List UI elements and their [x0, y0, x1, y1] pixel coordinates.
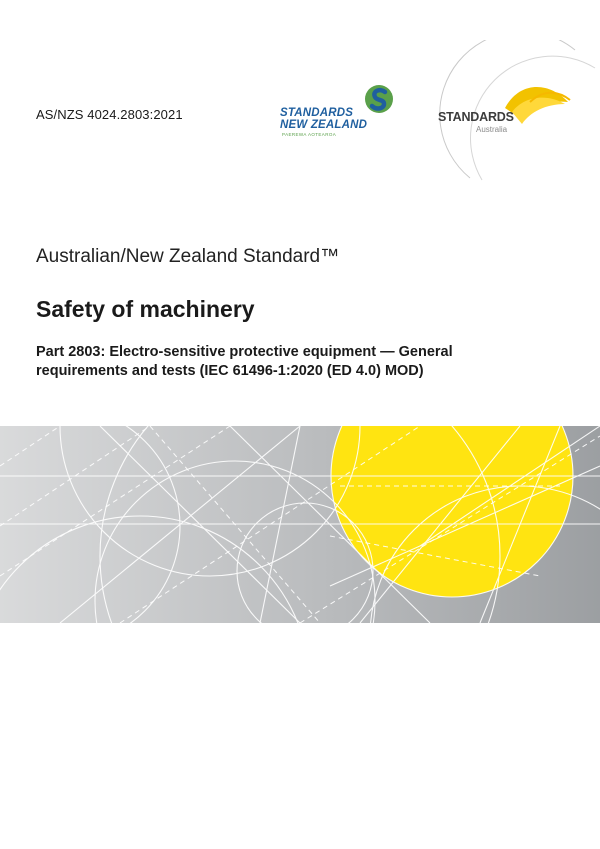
- logo-nz-tagline: PAEREWA AOTEAROA: [282, 132, 337, 137]
- standard-number: AS/NZS 4024.2803:2021: [36, 107, 183, 122]
- document-subtitle: Part 2803: Electro-sensitive protective equipment — General requirements and tests (IEC 61496-1:2020 (ED 4.0) MOD): [36, 344, 453, 379]
- standards-new-zealand-logo: [278, 84, 398, 137]
- standards-nz-s-icon: [364, 84, 394, 114]
- decorative-geometric-band: [0, 426, 600, 623]
- logo-au-sub: Australia: [476, 125, 508, 134]
- logo-nz-line2: NEW ZEALAND: [280, 119, 368, 131]
- document-title: Safety of machinery: [36, 296, 255, 322]
- logo-nz-line1: STANDARDS: [280, 107, 354, 119]
- geometric-pattern-graphic: [0, 426, 600, 623]
- logo-au-word: STANDARDS: [438, 110, 514, 124]
- standard-type: Australian/New Zealand Standard™: [36, 246, 340, 267]
